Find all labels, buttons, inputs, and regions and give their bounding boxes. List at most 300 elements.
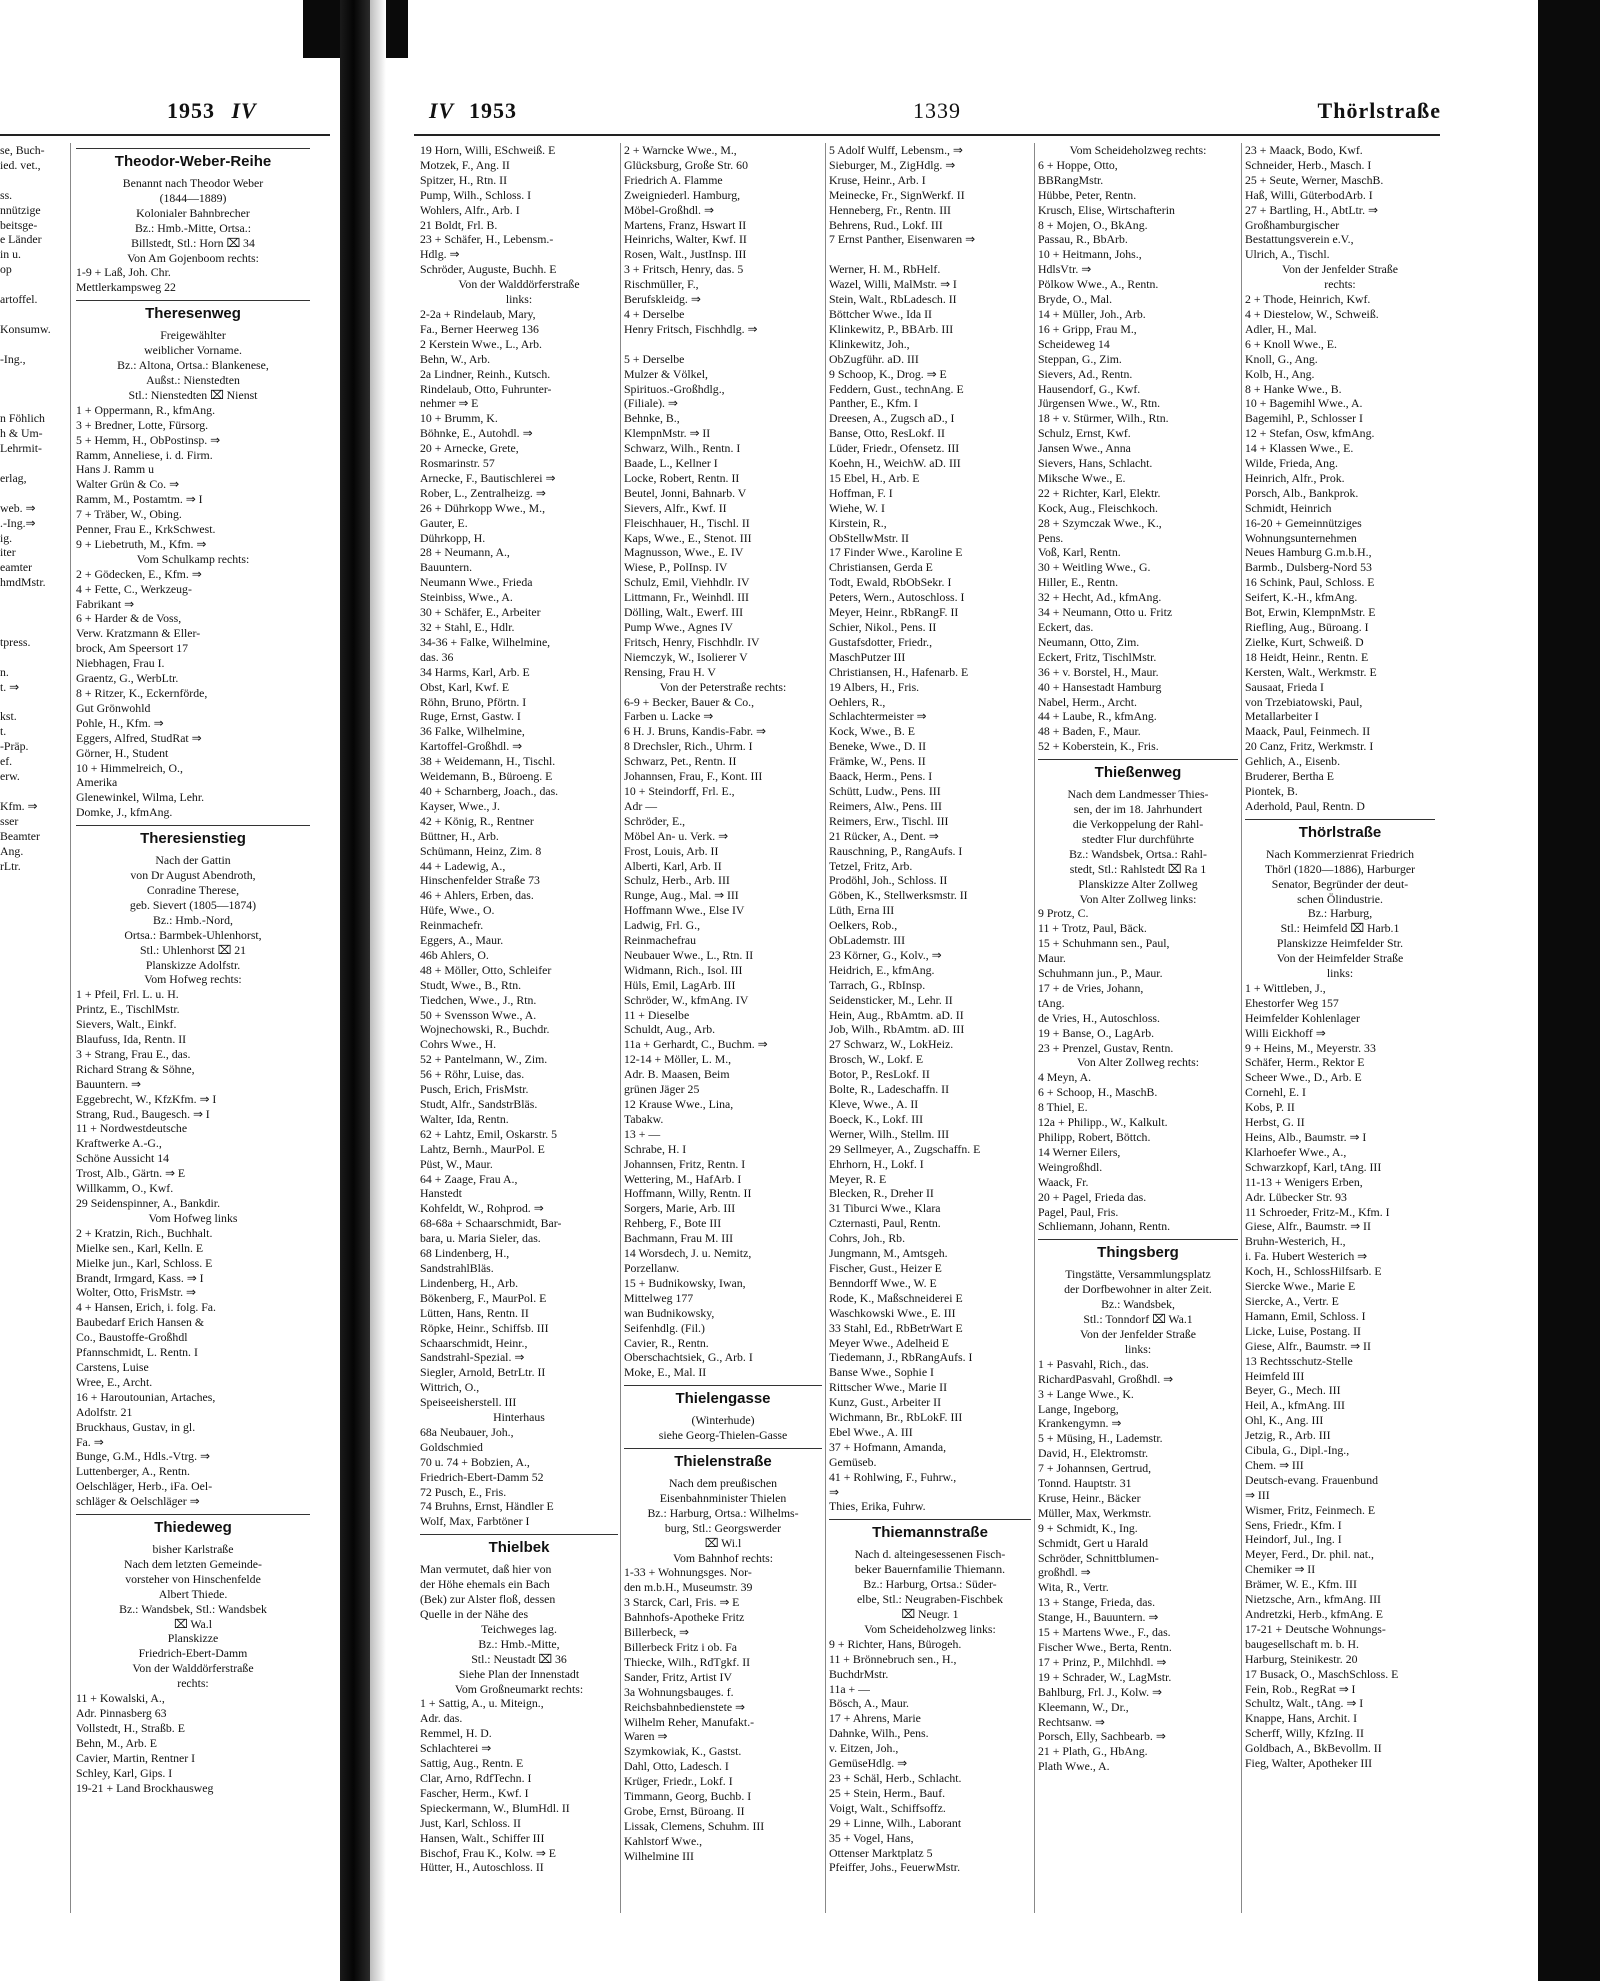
directory-entry: tpress. [0,634,31,649]
directory-entry: SandstrahlBläs. [420,1260,494,1275]
directory-entry: Görner, H., Student [76,745,169,760]
directory-entry: 70 u. 74 + Bobzien, A., [420,1454,530,1469]
directory-entry: Kock, Wwe., B. E [829,724,915,739]
directory-entry: Berufskleidg. ⇒ [624,292,701,307]
directory-entry: 4 Meyn, A. [1038,1070,1092,1085]
directory-entry: Tiedemann, J., RbRangAufs. I [829,1350,973,1365]
directory-entry: 6 + Harder & de Voss, [76,611,182,626]
directory-entry: Goldschmied [420,1439,483,1454]
street-note: elbe, Stl.: Neugraben-Fischbek [856,1592,1004,1607]
street-heading: Theresenweg [76,300,310,325]
directory-entry: Fascher, Herm., Kwf. I [420,1785,529,1800]
directory-entry: 10 + Heitmann, Johs., [1038,247,1142,262]
street-note: bisher Karlstraße [152,1542,234,1557]
directory-entry: Bauuntern. [420,560,473,575]
street-note: Siehe Plan der Innenstadt [458,1666,580,1681]
directory-entry: 2-2a + Rindelaub, Mary, [420,306,536,321]
directory-entry: 30 + Schäfer, E., Arbeiter [420,605,541,620]
directory-entry: Maur. [1038,951,1066,966]
directory-entry: Wismer, Fritz, Feinmech. E [1245,1502,1376,1517]
directory-entry: Schrabe, H. I [624,1141,687,1156]
directory-entry: Benndorff Wwe., W. E [829,1275,937,1290]
directory-entry: Klarhoefer Wwe., A., [1245,1144,1347,1159]
directory-entry: Bahnhofs-Apotheke Fritz [624,1610,745,1625]
directory-entry: baugesellschaft m. b. H. [1245,1636,1360,1651]
directory-entry [0,456,68,471]
directory-entry: Eggers, A., Maur. [420,933,504,948]
column-divider [620,143,621,1913]
directory-entry: 8 + Ritzer, K., Eckernförde, [76,686,208,700]
directory-entry: 11a + — [829,1681,870,1696]
directory-entry: 62 + Lahtz, Emil, Oskarstr. 5 [420,1126,558,1141]
directory-entry: beitsge- [0,217,38,232]
directory-entry: Schröder, E., [624,813,686,828]
directory-entry: Schröder, W., kfmAng. IV [624,992,749,1007]
street-heading: Theodor-Weber-Reihe [76,148,310,173]
directory-entry: Möbel An- u. Verk. ⇒ [624,828,729,843]
street-note: beker Bauernfamilie Thiemann. [854,1562,1006,1577]
directory-entry: se, Buch- [0,143,45,157]
directory-entry: Püst, W., Maur. [420,1156,493,1171]
directory-entry: 23 + Maack, Bodo, Kwf. [1245,143,1363,157]
directory-entry: Jansen Wwe., Anna [1038,441,1131,456]
directory-entry: Kock, Aug., Fleischkoch. [1038,500,1158,515]
directory-entry: Bauuntern. ⇒ [76,1076,141,1091]
directory-entry: Kruse, Heinr., Arb. I [829,172,926,187]
street-note: Von der Walddörferstraße [458,277,580,292]
directory-entry: Adr — [624,798,658,813]
directory-entry: Ang. [0,843,24,858]
directory-entry: 7 + Träber, W., Obing. [76,507,182,522]
directory-entry: 11a + Gerhardt, C., Buchm. ⇒ [624,1037,768,1052]
directory-entry: 23 + Prenzel, Gustav, Rentn. [1038,1040,1174,1055]
directory-entry: Wittrich, O., [420,1380,480,1395]
directory-entry: 27 Schwarz, W., LokHeiz. [829,1037,954,1052]
directory-entry: Koch, H., SchlossHilfsarb. E [1245,1264,1382,1279]
directory-entry: Eggers, Alfred, StudRat ⇒ [76,730,202,745]
directory-entry: Kunz, Gust., Arbeiter II [829,1395,942,1410]
directory-entry: Johannsen, Fritz, Rentn. I [624,1156,746,1171]
directory-entry [0,396,68,411]
street-heading: Thiemannstraße [829,1519,1031,1544]
directory-entry: 13 Rechtsschutz-Stelle [1245,1353,1353,1368]
directory-entry: Främke, W., Pens. II [829,754,926,769]
directory-entry: Passau, R., BbArb. [1038,232,1128,247]
directory-entry: (Bek) zur Alster floß, dessen [420,1592,556,1607]
directory-entry: KlempnMstr. ⇒ II [624,426,711,441]
street-heading: Thörlstraße [1245,819,1435,844]
directory-entry: brock, Am Speersort 17 [76,641,189,656]
directory-entry: Giese, Alfr., Baumstr. ⇒ II [1245,1219,1371,1234]
directory-entry: Pagel, Paul, Fris. [1038,1204,1119,1219]
directory-entry: Rauschning, P., RangAufs. I [829,843,963,858]
directory-entry: 5 Adolf Wulff, Lebensm., ⇒ [829,143,963,157]
column-4 [829,143,1031,1933]
directory-entry: Mittelweg 177 [624,1290,694,1305]
directory-entry: 11 + Dieselbe [624,1007,690,1022]
directory-entry: Kayser, Wwe., J. [420,798,500,813]
directory-entry: Reimers, Alw., Pens. III [829,798,942,813]
directory-entry: Gustafsdotter, Friedr., [829,634,933,649]
directory-entry: Sievers, Walt., Einkf. [76,1017,177,1032]
directory-entry: 17 + Ahrens, Marie [829,1711,921,1726]
directory-entry: Meinecke, Fr., SignWerkf. II [829,187,965,202]
directory-entry: 15 + Martens Wwe., F., das. [1038,1625,1171,1640]
directory-entry: Jungmann, M., Amtsgeh. [829,1246,948,1261]
directory-entry: Hanstedt [420,1186,462,1201]
directory-entry: Cibula, G., Dipl.-Ing., [1245,1443,1350,1458]
directory-entry: Seifert, K.-H., kfmAng. [1245,590,1358,605]
directory-entry: Wojnechowski, R., Buchdr. [420,1022,550,1037]
directory-entry: Studt, Alfr., SandstrBläs. [420,1097,538,1111]
directory-entry: Billerbeck, ⇒ [624,1625,689,1640]
directory-entry: 72 Pusch, E., Fris. [420,1484,507,1499]
directory-entry: RichardPasvahl, Großhdl. ⇒ [1038,1371,1174,1386]
directory-entry: 20 Canz, Fritz, Werkmstr. I [1245,739,1374,754]
directory-entry: Blecken, R., Dreher II [829,1186,934,1201]
directory-entry: Oehlers, R., [829,694,886,709]
directory-entry: Beyer, G., Mech. III [1245,1383,1341,1398]
directory-entry: Aderhold, Paul, Rentn. D [1245,798,1365,813]
directory-entry: Voigt, Walt., Schiffsoffz. [829,1800,946,1815]
directory-entry: Heimfelder Kohlenlager [1245,1010,1360,1025]
directory-entry: Hamann, Emil, Schloss. I [1245,1308,1366,1323]
directory-entry: Littmann, Fr., Weinhdl. III [624,590,749,605]
street-note: Von Alter Zollweg rechts: [1077,1055,1199,1070]
directory-entry: 1-33 + Wohnungsges. Nor- [624,1565,752,1580]
directory-entry: Prodöhl, Joh., Schloss. II [829,873,948,888]
directory-entry: Gemüseb. [829,1454,877,1469]
directory-entry: Lüth, Erna III [829,903,895,918]
street-note: Kolonialer Bahnbrecher [136,205,250,220]
directory-entry: 3 + Lange Wwe., K. [1038,1386,1134,1401]
directory-entry: Glenewinkel, Wilma, Lehr. [76,790,205,805]
directory-entry: Banse, Otto, ResLokf. II [829,426,945,441]
column-divider [825,143,826,1913]
directory-entry: Schlachtermeister ⇒ [829,709,927,724]
directory-entry: -Ing., [0,351,26,366]
directory-entry: 36 Falke, Wilhelmine, [420,724,525,739]
directory-entry: Kahlstorf Wwe., [624,1833,703,1848]
directory-entry: Magnusson, Wwe., E. IV [624,545,744,560]
directory-entry: 15 Ebel, H., Arb. E [829,470,920,485]
directory-entry: Wohlers, Alfr., Arb. I [420,202,520,217]
street-note: rechts: [1324,277,1356,292]
directory-entry: Oelkers, Rob., [829,918,898,933]
directory-entry: Barmb., Dulsberg-Nord 53 [1245,560,1372,575]
directory-entry: Klinkewitz, Joh., [829,336,910,351]
directory-entry: Adr. das. [420,1711,463,1726]
directory-entry: Brosch, W., Lokf. E [829,1052,924,1067]
directory-entry: Mielke sen., Karl, Kelln. E [76,1240,204,1255]
directory-entry: Schmidt, Heinrich [1245,500,1332,515]
street-note: (1844—1889) [159,190,227,205]
directory-entry: 16-20 + Gemeinnütziges [1245,515,1362,530]
directory-entry: Eckert, Fritz, TischlMstr. [1038,649,1157,664]
directory-entry: Baubedarf Erich Hansen & [76,1315,205,1330]
directory-entry: Ladwig, Frl. G., [624,918,701,933]
directory-entry: Bachmann, Frau M. III [624,1231,734,1246]
directory-entry: nnützige [0,202,41,217]
header-rule-right [414,134,1440,136]
directory-entry: 23 Körner, G., Kolv., ⇒ [829,947,942,962]
street-note: Nach dem letzten Gemeinde- [124,1556,262,1571]
directory-entry: 34-36 + Falke, Wilhelmine, [420,634,551,649]
directory-entry: 10 + Bagemihl Wwe., A. [1245,396,1363,411]
street-note: Planskizze Adolfstr. [145,957,241,972]
directory-entry: Szymkowiak, K., Gastst. [624,1744,742,1759]
directory-entry: Wichmann, Br., RbLokF. III [829,1410,963,1425]
directory-entry: eamter [0,560,33,575]
directory-entry: Werner, H. M., RbHelf. [829,262,941,277]
directory-entry: Weidemann, B., Büroeng. E [420,769,553,784]
directory-entry: 64 + Zaage, Frau A., [420,1171,518,1186]
street-note: Nach dem Landmesser Thies- [1067,787,1209,802]
directory-entry: 48 + Baden, F., Maur. [1038,724,1141,739]
directory-entry: Banse Wwe., Sophie I [829,1365,934,1380]
street-note: Außst.: Nienstedten [146,372,240,387]
directory-entry: 3 Starck, Carl, Fris. ⇒ E [624,1595,740,1610]
directory-entry: Behn, M., Arb. E [76,1735,157,1750]
directory-entry: Johannsen, Frau, F., Kont. III [624,769,763,784]
directory-entry: Harburg, Steinikestr. 20 [1245,1651,1358,1666]
right-year: 1953 [469,98,517,123]
street-note: Stl.: Nienstedten ⌧ Nienst [128,387,258,402]
directory-entry: 10 + Steindorff, Frl. E., [624,783,735,798]
directory-entry: Hüfe, Wwe., O. [420,903,495,918]
directory-entry: Möbel-Großhdl. ⇒ [624,202,714,217]
directory-entry: Obst, Karl, Kwf. E [420,679,510,694]
directory-entry: Bunge, G.M., Hdls.-Vtrg. ⇒ [76,1449,210,1464]
directory-entry: Hübbe, Peter, Rentn. [1038,187,1137,202]
street-note: Eisenbahnminister Thielen [659,1490,787,1505]
directory-entry: Bahlburg, Frl. J., Kolw. ⇒ [1038,1684,1162,1699]
directory-entry: Dührkopp, H. [420,530,486,545]
street-note: Vom Hofweg links [148,1210,238,1225]
directory-entry: (Filiale). ⇒ [624,396,678,411]
directory-entry: Domke, J., kfmAng. [76,805,173,820]
directory-entry: Bagemihl, P., Schlosser I [1245,411,1363,426]
street-note: der Dorfbewohner in alter Zeit. [1064,1282,1212,1297]
street-note: die Verkoppelung der Rahl- [1072,816,1204,831]
directory-entry: Ehestorfer Weg 157 [1245,995,1339,1010]
directory-entry: Schmidt, Gert u Harald [1038,1535,1149,1550]
directory-entry: Werner, Wilh., Stellm. III [829,1126,950,1141]
directory-entry: Schütt, Ludw., Pens. III [829,783,941,798]
directory-entry: Pfeiffer, Johs., FeuerwMstr. [829,1860,961,1875]
street-note: Bz.: Hmb.-Nord, [153,912,233,927]
directory-entry: 50 + Svensson Wwe., A. [420,1007,537,1022]
directory-entry: Wazel, Willi, MalMstr. ⇒ I [829,277,957,292]
directory-entry: Wilhelmine III [624,1848,694,1863]
directory-entry: Steppan, G., Zim. [1038,351,1122,366]
street-note: Von der Walddörferstraße [132,1661,254,1676]
directory-entry: MaschPutzer III [829,649,906,664]
directory-entry: 19 + Schrader, W., LagMstr. [1038,1669,1172,1684]
street-note: links: [1326,966,1354,981]
directory-entry: grünen Jäger 25 [624,1082,700,1097]
right-roman: IV [429,98,455,123]
directory-entry: erlag, [0,470,27,485]
directory-entry: Wettering, M., HafArb. I [624,1171,742,1186]
directory-entry: Heil, A., kfmAng. III [1245,1398,1345,1413]
directory-entry: Hoffmann, Willy, Rentn. II [624,1186,752,1201]
directory-entry: Chem. ⇒ III [1245,1457,1304,1472]
street-note: Von Alter Zollweg links: [1079,891,1197,906]
directory-entry: Schulz, Herb., Arb. III [624,873,730,888]
directory-entry: Koehn, H., WeichW. aD. III [829,456,961,471]
street-note: Bz.: Hmb.-Mitte, Ortsa.: [135,220,251,235]
directory-entry: der Höhe ehemals ein Bach [420,1577,550,1592]
directory-entry: Chemiker ⇒ II [1245,1562,1316,1577]
directory-entry: Beneke, Wwe., D. II [829,739,927,754]
street-heading: Thielbek [420,1534,618,1559]
directory-entry: Schuldt, Aug., Arb. [624,1022,716,1037]
directory-entry: Heimfeld III [1245,1368,1305,1383]
directory-entry: Lindenberg, H., Arb. [420,1275,519,1290]
directory-entry: Pohle, H., Kfm. ⇒ [76,715,164,730]
directory-entry: 14 Werner Eilers, [1038,1144,1121,1159]
directory-entry: Meyer, Heinr., RbRangF. II [829,605,959,620]
directory-entry: 33 Stahl, Ed., RbBetrWart E [829,1320,963,1335]
street-note: Vom Hofweg rechts: [144,972,242,987]
directory-entry: das. 36 [420,649,454,664]
directory-entry [0,367,68,382]
directory-entry [0,337,68,352]
directory-entry: Adr. B. Maasen, Beim [624,1067,730,1082]
directory-entry: Schier, Nikol., Pens. II [829,620,937,634]
directory-entry: 42 + König, R., Rentner [420,813,534,828]
directory-entry: 37 + Hofmann, Amanda, [829,1439,947,1454]
directory-entry: Büttner, H., Arb. [420,828,499,843]
directory-entry: 1-9 + Laß, Joh. Chr. [76,265,171,280]
directory-entry: sser [0,813,19,828]
directory-entry: 9 + Richter, Hans, Bürogeh. [829,1636,962,1651]
directory-entry: tAng. [1038,995,1065,1010]
directory-entry: Scherff, Willy, KfzIng. II [1245,1726,1364,1741]
running-street-heading: Thörlstraße [1317,98,1441,123]
directory-entry: ObLademstr. III [829,933,905,948]
directory-entry: Meyer, R. E [829,1171,887,1186]
directory-entry: 26 + Dührkopp Wwe., M., [420,500,546,515]
directory-entry: 17 Finder Wwe., Karoline E [829,545,963,560]
directory-entry: Sievers, Alfr., Kwf. II [624,500,727,515]
directory-entry: Printz, E., TischlMstr. [76,1002,180,1017]
directory-entry: Eckert, das. [1038,620,1094,634]
directory-entry: rLtr. [0,858,21,873]
directory-entry: 46b Ahlers, O. [420,947,489,962]
directory-entry: Waschkowski Wwe., E. III [829,1305,956,1320]
directory-entry: Lahtz, Bernh., MaurPol. E [420,1141,545,1156]
street-note: Bz.: Harburg, Ortsa.: Süder- [863,1577,997,1592]
directory-entry: 41 + Rohlwing, F., Fuhrw., [829,1469,957,1484]
directory-entry: 12-14 + Möller, L. M., [624,1052,732,1067]
directory-entry: Heins, Alb., Baumstr. ⇒ I [1245,1130,1367,1144]
directory-entry: Hiller, E., Rentn. [1038,575,1119,590]
directory-entry: Behnke, B., [624,411,680,426]
directory-entry: Kleemann, W., Dr., [1038,1699,1129,1714]
directory-entry: Trost, Alb., Gärtn. ⇒ E [76,1166,186,1181]
directory-entry: 16 + Haroutounian, Artaches, [76,1389,216,1404]
street-heading: Thiedeweg [76,1514,310,1539]
directory-entry: 20 + Pagel, Frieda das. [1038,1189,1147,1204]
directory-entry: Luttenberger, A., Rentn. [76,1464,190,1479]
directory-entry: Blaufuss, Ida, Rentn. II [76,1032,187,1047]
street-note: Stl.: Tonndorf ⌧ Wa.1 [1083,1312,1193,1327]
directory-entry: Cornehl, E. I [1245,1085,1306,1100]
street-heading: Thielenstraße [624,1448,822,1473]
directory-entry: Hüls, Emil, LagArb. III [624,977,736,992]
directory-entry: Lüder, Friedr., Ofensetz. III [829,441,960,456]
directory-entry: Gut Grönwohld [76,700,151,715]
column-divider [70,143,71,1913]
directory-entry: Waren ⇒ [624,1729,668,1744]
directory-entry: Pölkow Wwe., A., Rentn. [1038,277,1159,292]
directory-entry: Cohrs Wwe., H. [420,1037,497,1052]
directory-entry: David, H., Elektromstr. [1038,1446,1149,1461]
directory-entry: Siercke, A., Vertr. E [1245,1293,1339,1308]
directory-entry: 13 + — [624,1126,661,1141]
directory-entry: Tetzel, Fritz, Arb. [829,858,913,873]
directory-entry: Schulz, Ernst, Kwf. [1038,426,1131,441]
directory-entry: Thies, Erika, Fuhrw. [829,1499,926,1514]
directory-entry: Fleischhauer, H., Tischl. II [624,515,750,530]
directory-entry: Carstens, Luise [76,1359,149,1374]
directory-entry: Gehlich, A., Eisenb. [1245,754,1341,769]
directory-entry: Henneberg, Fr., Rentn. III [829,202,951,217]
directory-entry: Sandstrahl-Spezial. ⇒ [420,1350,525,1365]
directory-entry: 9 Schoop, K., Drog. ⇒ E [829,366,947,381]
directory-entry [0,382,68,397]
directory-entry: Heinrichs, Walter, Kwf. II [624,232,747,247]
directory-entry: 11 + Nordwestdeutsche [76,1121,188,1136]
directory-entry: 6 + Hoppe, Otto, [1038,157,1118,172]
directory-entry: 23 + Schäl, Herb., Schlacht. [829,1770,962,1785]
directory-entry: 3a Wohnungsbauges. f. [624,1684,734,1699]
directory-entry: Vollstedt, H., Straßb. E [76,1720,185,1735]
street-note: Vom Scheideholzweg rechts: [1069,143,1207,157]
directory-entry: Just, Karl, Schloss. II [420,1815,521,1830]
directory-entry: Schlachterei ⇒ [420,1741,492,1756]
directory-entry: 21 Rücker, A., Dent. ⇒ [829,828,939,843]
directory-entry: Schley, Karl, Gips. I [76,1765,173,1780]
directory-entry: 16 Schink, Paul, Schloss. E [1245,575,1375,590]
directory-entry: 6 H. J. Bruns, Kandis-Fabr. ⇒ [624,724,766,739]
directory-entry: web. ⇒ [0,500,36,515]
directory-entry: Wilde, Frieda, Ang. [1245,456,1338,471]
directory-entry: 32 + Hecht, Ad., kfmAng. [1038,590,1162,605]
directory-entry [0,277,68,292]
directory-entry: Billerbeck Fritz i ob. Fa [624,1640,738,1654]
directory-entry: Kleve, Wwe., A. II [829,1097,919,1111]
street-note: weiblicher Vorname. [144,343,242,358]
directory-entry: 35 + Vogel, Hans, [829,1830,914,1845]
street-note: links: [1124,1341,1152,1356]
directory-entry: Richard Strang & Söhne, [76,1061,195,1076]
directory-entry: Bökenberg, F., MaurPol. E [420,1290,547,1305]
directory-entry: Hdlg. ⇒ [420,247,460,262]
directory-entry: Brämer, W. E., Kfm. III [1245,1577,1357,1592]
directory-entry: Schümann, Heinz, Zim. 8 [420,843,542,858]
directory-entry: 4 + Fette, C., Werkzeug- [76,581,192,596]
directory-entry: Porsch, Alb., Bankprok. [1245,485,1359,500]
directory-entry: Plath Wwe., A. [1038,1759,1110,1774]
street-note: Friedrich-Ebert-Damm [138,1646,248,1661]
directory-entry: t. ⇒ [0,679,20,694]
directory-entry: 2 + Thode, Heinrich, Kwf. [1245,292,1371,307]
directory-entry: 52 + Pantelmann, W., Zim. [420,1052,548,1067]
directory-entry: 1 + Oppermann, R., kfmAng. [76,402,216,417]
